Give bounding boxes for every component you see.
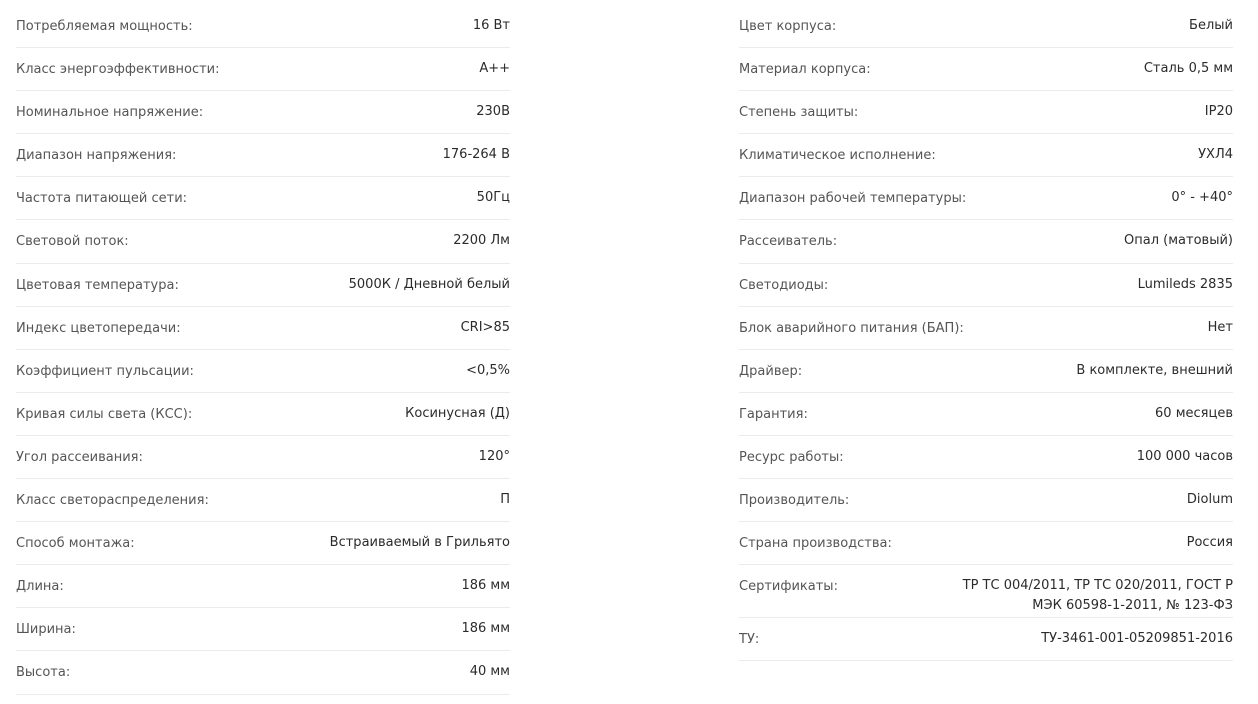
spec-row-temperature-range	[739, 177, 1233, 220]
spec-row-pulsation	[16, 350, 510, 393]
spec-value: 5000К / Дневной белый	[348, 276, 510, 292]
spec-label: Класс энергоэффективности:	[16, 62, 220, 78]
spec-row-body-color	[739, 5, 1233, 48]
spec-label: Блок аварийного питания (БАП):	[739, 320, 964, 336]
spec-label: Высота:	[16, 665, 71, 681]
spec-row-length	[16, 565, 510, 608]
spec-label: Светодиоды:	[739, 277, 829, 293]
spec-label: Коэффициент пульсации:	[16, 363, 194, 379]
spec-row-power	[16, 5, 510, 48]
spec-value: П	[500, 492, 510, 508]
spec-row-leds	[739, 264, 1233, 307]
spec-row-beam-angle	[16, 436, 510, 479]
spec-value: ТР ТС 004/2011, ТР ТС 020/2011, ГОСТ Р МЭК 60598-1-2011, № 123-ФЗ	[962, 578, 1233, 614]
spec-label: Диапазон напряжения:	[16, 148, 177, 164]
spec-value: 40 мм	[469, 664, 510, 680]
spec-value: ТУ-3461-001-05209851-2016	[1041, 631, 1233, 647]
spec-label: Потребляемая мощность:	[16, 19, 193, 34]
spec-label: Угол рассеивания:	[16, 449, 143, 465]
spec-label: Способ монтажа:	[16, 536, 135, 552]
spec-value: Сталь 0,5 мм	[1143, 61, 1233, 77]
spec-value: 186 мм	[461, 578, 510, 594]
spec-row-manufacturer	[739, 479, 1233, 522]
spec-label: Класс светораспределения:	[16, 493, 209, 509]
spec-value: 60 месяцев	[1155, 405, 1233, 421]
spec-label: Номинальное напряжение:	[16, 105, 204, 121]
spec-label: Степень защиты:	[739, 105, 859, 121]
spec-label: Производитель:	[739, 493, 850, 509]
spec-label: ТУ:	[739, 632, 760, 648]
spec-label: Сертификаты:	[739, 579, 838, 595]
spec-value: 0° - +40°	[1171, 190, 1233, 206]
spec-row-certificates	[739, 565, 1233, 618]
spec-label: Гарантия:	[739, 406, 808, 422]
spec-value: 50Гц	[476, 190, 510, 206]
spec-label: Световой поток:	[16, 234, 129, 250]
spec-value: IP20	[1204, 104, 1233, 120]
spec-row-climate	[739, 134, 1233, 177]
spec-value: 186 мм	[461, 621, 510, 637]
spec-row-cri	[16, 307, 510, 350]
specs-column-right	[739, 5, 1233, 661]
spec-value: Россия	[1186, 535, 1233, 551]
spec-label: Рассеиватель:	[739, 234, 838, 250]
spec-value: Lumileds 2835	[1137, 276, 1233, 292]
spec-value: 176-264 В	[442, 147, 510, 163]
spec-label: Страна производства:	[739, 536, 892, 552]
spec-row-luminous-flux	[16, 220, 510, 263]
spec-row-energy-class	[16, 48, 510, 91]
spec-value: CRI>85	[460, 319, 510, 335]
spec-value: Белый	[1189, 18, 1233, 33]
spec-value: Нет	[1207, 319, 1233, 335]
spec-value: Опал (матовый)	[1124, 233, 1233, 249]
spec-label: Диапазон рабочей температуры:	[739, 191, 967, 207]
spec-row-country	[739, 522, 1233, 565]
spec-value: 120°	[478, 448, 510, 464]
spec-value: 2200 Лм	[453, 233, 510, 249]
spec-row-height	[16, 651, 510, 694]
spec-value: А++	[479, 61, 510, 77]
specs-column-left	[16, 5, 510, 695]
spec-value: 16 Вт	[472, 18, 510, 33]
spec-row-body-material	[739, 48, 1233, 91]
spec-row-driver	[739, 350, 1233, 393]
spec-label: Цвет корпуса:	[739, 19, 837, 34]
spec-row-color-temperature	[16, 264, 510, 307]
spec-row-diffuser	[739, 220, 1233, 263]
spec-label: Материал корпуса:	[739, 62, 871, 78]
spec-value: В комплекте, внешний	[1076, 362, 1233, 378]
spec-value: УХЛ4	[1198, 147, 1233, 163]
spec-label: Ресурс работы:	[739, 449, 844, 465]
spec-value: Косинусная (Д)	[405, 405, 510, 421]
spec-label: Ширина:	[16, 622, 76, 638]
spec-row-voltage-range	[16, 134, 510, 177]
spec-label: Частота питающей сети:	[16, 191, 188, 207]
spec-row-mounting	[16, 522, 510, 565]
spec-row-tu	[739, 618, 1233, 661]
spec-label: Цветовая температура:	[16, 277, 179, 293]
spec-value: Diolum	[1186, 492, 1233, 508]
spec-value: Встраиваемый в Грильято	[329, 535, 510, 551]
spec-row-lifetime	[739, 436, 1233, 479]
spec-row-width	[16, 608, 510, 651]
spec-row-light-curve	[16, 393, 510, 436]
spec-label: Индекс цветопередачи:	[16, 320, 181, 336]
spec-row-protection	[739, 91, 1233, 134]
spec-row-light-distribution	[16, 479, 510, 522]
spec-label: Драйвер:	[739, 363, 803, 379]
spec-value: <0,5%	[466, 362, 510, 378]
spec-label: Длина:	[16, 579, 64, 595]
spec-label: Кривая силы света (КСС):	[16, 406, 193, 422]
spec-row-emergency-unit	[739, 307, 1233, 350]
spec-row-frequency	[16, 177, 510, 220]
spec-row-nominal-voltage	[16, 91, 510, 134]
spec-row-warranty	[739, 393, 1233, 436]
spec-label: Климатическое исполнение:	[739, 148, 936, 164]
spec-value: 230В	[476, 104, 510, 120]
spec-value: 100 000 часов	[1136, 448, 1233, 464]
